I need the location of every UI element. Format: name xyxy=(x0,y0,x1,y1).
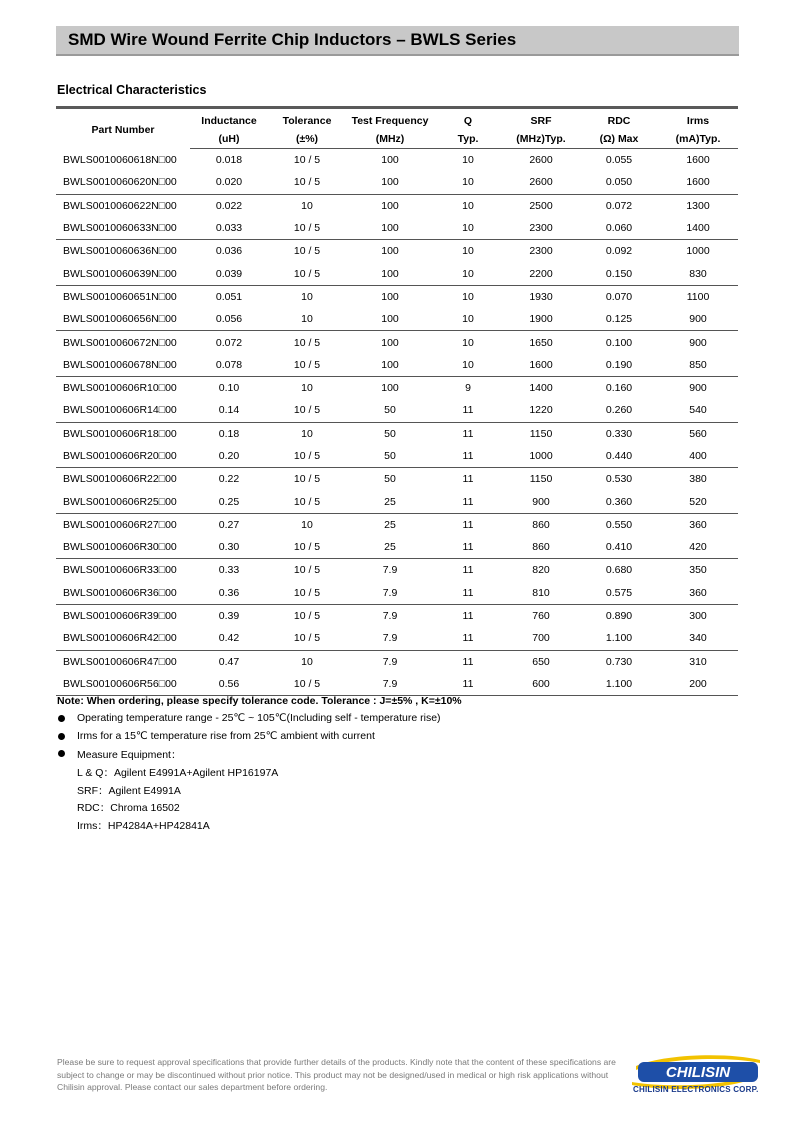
cell-test-frequency: 7.9 xyxy=(382,655,398,668)
cell-irms: 1100 xyxy=(686,290,710,303)
cell-q: 11 xyxy=(462,655,474,668)
cell-inductance: 0.25 xyxy=(190,490,268,513)
cell-part-number: BWLS0010060622N□00 xyxy=(63,199,177,212)
cell-inductance: 0.022 xyxy=(215,199,243,212)
cell-part-number: BWLS0010060651N□00 xyxy=(63,290,177,303)
cell-srf: 900 xyxy=(502,490,580,513)
section-heading: Electrical Characteristics xyxy=(57,83,207,97)
cell-rdc: 1.100 xyxy=(580,627,658,650)
cell-rdc: 0.730 xyxy=(605,655,633,668)
cell-inductance: 0.039 xyxy=(190,262,268,285)
cell-rdc: 0.100 xyxy=(605,336,633,349)
table-row xyxy=(56,240,738,263)
cell-inductance: 0.30 xyxy=(190,536,268,559)
cell-inductance: 0.020 xyxy=(190,171,268,194)
cell-rdc: 0.150 xyxy=(580,262,658,285)
cell-rdc: 0.680 xyxy=(605,564,633,577)
cell-tolerance: 10 / 5 xyxy=(268,217,346,240)
cell-part-number: BWLS00100606R33□00 xyxy=(63,564,177,577)
cell-test-frequency: 7.9 xyxy=(382,610,398,623)
cell-part-number: BWLS00100606R56□00 xyxy=(56,673,190,696)
cell-irms: 420 xyxy=(658,536,738,559)
cell-test-frequency: 100 xyxy=(346,217,434,240)
table-row xyxy=(56,171,738,194)
cell-q: 11 xyxy=(462,564,474,577)
header-q: Q xyxy=(463,115,473,127)
cell-inductance: 0.033 xyxy=(190,217,268,240)
cell-inductance: 0.42 xyxy=(190,627,268,650)
cell-tolerance: 10 / 5 xyxy=(268,582,346,605)
header-part-number: Part Number xyxy=(91,124,155,137)
cell-part-number: BWLS0010060633N□00 xyxy=(56,217,190,240)
cell-inductance: 0.072 xyxy=(215,336,243,349)
header-test-frequency: Test Frequency xyxy=(351,115,429,127)
cell-q: 11 xyxy=(462,610,474,623)
cell-rdc: 0.072 xyxy=(605,199,633,212)
table-header-row-1 xyxy=(56,112,738,130)
cell-inductance: 0.56 xyxy=(190,673,268,696)
header-inductance-unit: (uH) xyxy=(190,130,268,149)
cell-tolerance: 10 xyxy=(301,655,313,668)
cell-srf: 1400 xyxy=(529,382,553,395)
cell-part-number: BWLS00100606R18□00 xyxy=(63,427,177,440)
cell-srf: 700 xyxy=(502,627,580,650)
cell-irms: 1300 xyxy=(686,199,710,212)
cell-rdc: 0.360 xyxy=(580,490,658,513)
table-row xyxy=(56,331,738,354)
page-title: SMD Wire Wound Ferrite Chip Inductors – BWLS Series xyxy=(68,30,517,49)
electrical-characteristics-table xyxy=(56,112,738,696)
table-row xyxy=(56,582,738,605)
cell-srf: 860 xyxy=(532,518,550,531)
cell-part-number: BWLS00100606R27□00 xyxy=(63,518,177,531)
bullet-dot-icon xyxy=(58,715,65,722)
table-row xyxy=(56,604,738,627)
cell-part-number: BWLS0010060636N□00 xyxy=(63,245,177,258)
cell-inductance: 0.051 xyxy=(215,290,243,303)
header-q-unit: Typ. xyxy=(434,130,502,149)
cell-rdc: 0.410 xyxy=(580,536,658,559)
cell-srf: 810 xyxy=(502,582,580,605)
cell-part-number: BWLS0010060656N□00 xyxy=(56,308,190,331)
cell-irms: 1600 xyxy=(658,171,738,194)
cell-rdc: 0.092 xyxy=(605,245,633,258)
cell-part-number: BWLS00100606R39□00 xyxy=(63,610,177,623)
cell-rdc: 0.575 xyxy=(580,582,658,605)
cell-rdc: 0.530 xyxy=(605,473,633,486)
header-irms-unit: (mA)Typ. xyxy=(658,130,738,149)
equipment-rdc: RDC：Chroma 16502 xyxy=(77,802,180,814)
cell-srf: 2500 xyxy=(529,199,553,212)
cell-q: 10 xyxy=(434,308,502,331)
table-row xyxy=(56,673,738,696)
logo-wordmark: CHILISIN xyxy=(665,1064,731,1081)
cell-test-frequency: 100 xyxy=(381,154,399,167)
cell-test-frequency: 7.9 xyxy=(346,673,434,696)
cell-srf: 860 xyxy=(502,536,580,559)
cell-part-number: BWLS00100606R25□00 xyxy=(56,490,190,513)
cell-q: 11 xyxy=(434,399,502,422)
cell-rdc: 0.330 xyxy=(605,427,633,440)
cell-rdc: 0.190 xyxy=(580,354,658,377)
cell-q: 11 xyxy=(434,536,502,559)
cell-inductance: 0.018 xyxy=(215,154,243,167)
table-row xyxy=(56,376,738,399)
header-tolerance-unit: (±%) xyxy=(268,130,346,149)
cell-test-frequency: 25 xyxy=(346,490,434,513)
cell-test-frequency: 100 xyxy=(346,262,434,285)
cell-test-frequency: 50 xyxy=(346,445,434,468)
cell-srf: 1900 xyxy=(502,308,580,331)
cell-srf: 600 xyxy=(502,673,580,696)
cell-inductance: 0.18 xyxy=(218,427,240,440)
table-row xyxy=(56,650,738,673)
cell-test-frequency: 25 xyxy=(384,518,396,531)
cell-q: 11 xyxy=(462,427,474,440)
cell-irms: 380 xyxy=(689,473,707,486)
cell-test-frequency: 100 xyxy=(381,245,399,258)
bullet-text: Measure Equipment： xyxy=(77,749,182,761)
cell-irms: 1000 xyxy=(686,245,710,258)
table-row xyxy=(56,149,738,172)
cell-q: 10 xyxy=(434,217,502,240)
cell-test-frequency: 50 xyxy=(346,399,434,422)
cell-rdc: 1.100 xyxy=(580,673,658,696)
table-row xyxy=(56,513,738,536)
cell-test-frequency: 100 xyxy=(346,171,434,194)
cell-rdc: 0.050 xyxy=(580,171,658,194)
cell-irms: 850 xyxy=(658,354,738,377)
bullet-text: Operating temperature range - 25℃ ~ 105℃(Including self - temperature rise) xyxy=(77,712,441,724)
table-row xyxy=(56,308,738,331)
table-row xyxy=(56,399,738,422)
cell-q: 10 xyxy=(462,154,474,167)
cell-inductance: 0.33 xyxy=(218,564,240,577)
cell-test-frequency: 50 xyxy=(384,427,396,440)
table-row xyxy=(56,559,738,582)
cell-inductance: 0.036 xyxy=(215,245,243,258)
table-row xyxy=(56,468,738,491)
cell-part-number: BWLS0010060672N□00 xyxy=(63,336,177,349)
cell-irms: 560 xyxy=(689,427,707,440)
cell-rdc: 0.440 xyxy=(580,445,658,468)
cell-irms: 900 xyxy=(658,308,738,331)
cell-srf: 820 xyxy=(532,564,550,577)
cell-q: 10 xyxy=(434,354,502,377)
cell-part-number: BWLS00100606R14□00 xyxy=(56,399,190,422)
bullet-text: Irms for a 15℃ temperature rise from 25℃ ambient with current xyxy=(77,729,375,742)
cell-tolerance: 10 / 5 xyxy=(293,473,321,486)
cell-tolerance: 10 xyxy=(301,382,313,395)
cell-test-frequency: 100 xyxy=(346,354,434,377)
cell-srf: 1600 xyxy=(502,354,580,377)
company-name: CHILISIN ELECTRONICS CORP. xyxy=(633,1085,759,1094)
cell-q: 10 xyxy=(462,290,474,303)
cell-irms: 310 xyxy=(689,655,707,668)
cell-test-frequency: 25 xyxy=(346,536,434,559)
cell-srf: 760 xyxy=(532,610,550,623)
cell-tolerance: 10 / 5 xyxy=(268,673,346,696)
cell-inductance: 0.39 xyxy=(218,610,240,623)
cell-rdc: 0.260 xyxy=(580,399,658,422)
cell-tolerance: 10 / 5 xyxy=(293,154,321,167)
cell-tolerance: 10 / 5 xyxy=(293,564,321,577)
cell-rdc: 0.160 xyxy=(605,382,633,395)
cell-tolerance: 10 / 5 xyxy=(293,245,321,258)
cell-rdc: 0.060 xyxy=(580,217,658,240)
cell-tolerance: 10 xyxy=(301,427,313,440)
cell-inductance: 0.10 xyxy=(218,382,240,395)
cell-q: 11 xyxy=(462,473,474,486)
cell-srf: 1930 xyxy=(529,290,553,303)
cell-test-frequency: 7.9 xyxy=(382,564,398,577)
table-row xyxy=(56,445,738,468)
table-body xyxy=(56,149,738,696)
cell-part-number: BWLS00100606R10□00 xyxy=(63,382,177,395)
header-irms: Irms xyxy=(686,115,710,127)
cell-part-number: BWLS00100606R47□00 xyxy=(63,655,177,668)
cell-q: 11 xyxy=(434,673,502,696)
cell-test-frequency: 7.9 xyxy=(346,582,434,605)
cell-tolerance: 10 / 5 xyxy=(268,354,346,377)
cell-part-number: BWLS0010060618N□00 xyxy=(63,153,177,166)
cell-tolerance: 10 xyxy=(301,518,313,531)
cell-irms: 350 xyxy=(689,564,707,577)
cell-part-number: BWLS00100606R22□00 xyxy=(63,473,177,486)
cell-part-number: BWLS00100606R36□00 xyxy=(56,582,190,605)
table-top-rule xyxy=(56,106,738,109)
cell-tolerance: 10 xyxy=(268,308,346,331)
header-srf: SRF xyxy=(530,115,552,127)
equipment-srf: SRF：Agilent E4991A xyxy=(77,784,181,797)
cell-q: 11 xyxy=(434,582,502,605)
cell-tolerance: 10 / 5 xyxy=(268,171,346,194)
header-inductance: Inductance xyxy=(201,115,257,127)
header-rdc-unit: (Ω) Max xyxy=(580,130,658,149)
cell-irms: 200 xyxy=(658,673,738,696)
cell-tolerance: 10 / 5 xyxy=(293,336,321,349)
cell-q: 11 xyxy=(434,627,502,650)
cell-srf: 650 xyxy=(532,655,550,668)
cell-irms: 300 xyxy=(689,610,707,623)
cell-tolerance: 10 xyxy=(301,290,313,303)
header-tolerance: Tolerance xyxy=(282,115,332,127)
cell-inductance: 0.20 xyxy=(190,445,268,468)
cell-inductance: 0.22 xyxy=(218,473,240,486)
cell-rdc: 0.070 xyxy=(605,290,633,303)
cell-q: 10 xyxy=(462,245,474,258)
table-row xyxy=(56,536,738,559)
equipment-list xyxy=(77,765,278,835)
cell-rdc: 0.890 xyxy=(605,610,633,623)
equipment-lq: L & Q：Agilent E4991A+Agilent HP16197A xyxy=(77,767,279,779)
table-row xyxy=(56,194,738,217)
cell-tolerance: 10 / 5 xyxy=(268,490,346,513)
cell-rdc: 0.125 xyxy=(580,308,658,331)
cell-test-frequency: 50 xyxy=(384,473,396,486)
cell-part-number: BWLS0010060639N□00 xyxy=(56,262,190,285)
footer-disclaimer: Please be sure to request approval specifications that provide further details of the products. Kindly note that the content of these specifications are subject to change or may be discontinued without prior notice. This product may not be designed/used in medical or high risk applications without Chilisin approval. Please contact our sales department before ordering. xyxy=(57,1057,616,1092)
header-srf-unit: (MHz)Typ. xyxy=(502,130,580,149)
table-row xyxy=(56,354,738,377)
cell-tolerance: 10 / 5 xyxy=(268,445,346,468)
cell-q: 11 xyxy=(434,445,502,468)
cell-q: 11 xyxy=(462,518,474,531)
cell-inductance: 0.14 xyxy=(190,399,268,422)
header-test-frequency-unit: (MHz) xyxy=(346,130,434,149)
cell-inductance: 0.27 xyxy=(218,518,240,531)
cell-irms: 360 xyxy=(689,518,707,531)
cell-tolerance: 10 / 5 xyxy=(268,536,346,559)
cell-srf: 1000 xyxy=(502,445,580,468)
header-rdc: RDC xyxy=(607,115,631,127)
cell-srf: 1150 xyxy=(529,427,553,440)
cell-inductance: 0.056 xyxy=(190,308,268,331)
cell-test-frequency: 7.9 xyxy=(346,627,434,650)
table-row xyxy=(56,490,738,513)
cell-irms: 900 xyxy=(689,336,707,349)
title-bar xyxy=(56,26,739,56)
cell-test-frequency: 100 xyxy=(381,199,399,212)
bullet-dot-icon xyxy=(58,750,65,757)
cell-tolerance: 10 / 5 xyxy=(293,610,321,623)
table-row xyxy=(56,285,738,308)
cell-irms: 540 xyxy=(658,399,738,422)
cell-q: 10 xyxy=(434,262,502,285)
cell-part-number: BWLS0010060620N□00 xyxy=(56,171,190,194)
cell-irms: 1600 xyxy=(686,154,710,167)
cell-srf: 2600 xyxy=(502,171,580,194)
cell-irms: 340 xyxy=(658,627,738,650)
cell-q: 9 xyxy=(465,382,471,395)
table-row xyxy=(56,422,738,445)
ordering-note: Note: When ordering, please specify tolerance code. Tolerance : J=±5% , K=±10% xyxy=(57,695,462,707)
cell-rdc: 0.055 xyxy=(605,154,633,167)
cell-inductance: 0.47 xyxy=(218,655,240,668)
cell-tolerance: 10 / 5 xyxy=(268,399,346,422)
cell-q: 10 xyxy=(462,336,474,349)
cell-test-frequency: 100 xyxy=(381,382,399,395)
cell-q: 10 xyxy=(462,199,474,212)
table-row xyxy=(56,262,738,285)
cell-srf: 1650 xyxy=(529,336,553,349)
bullet-dot-icon xyxy=(58,733,65,740)
cell-q: 11 xyxy=(434,490,502,513)
cell-srf: 1220 xyxy=(502,399,580,422)
cell-part-number: BWLS00100606R20□00 xyxy=(56,445,190,468)
cell-irms: 400 xyxy=(658,445,738,468)
equipment-irms: Irms：HP4284A+HP42841A xyxy=(77,819,210,832)
cell-test-frequency: 100 xyxy=(381,336,399,349)
cell-irms: 1400 xyxy=(658,217,738,240)
cell-part-number: BWLS00100606R30□00 xyxy=(56,536,190,559)
cell-srf: 2600 xyxy=(529,154,553,167)
cell-test-frequency: 100 xyxy=(346,308,434,331)
cell-srf: 2300 xyxy=(529,245,553,258)
cell-irms: 900 xyxy=(689,382,707,395)
cell-srf: 1150 xyxy=(529,473,553,486)
cell-irms: 520 xyxy=(658,490,738,513)
cell-tolerance: 10 / 5 xyxy=(268,262,346,285)
table-row xyxy=(56,217,738,240)
cell-q: 10 xyxy=(434,171,502,194)
cell-part-number: BWLS00100606R42□00 xyxy=(56,627,190,650)
cell-srf: 2200 xyxy=(502,262,580,285)
table-row xyxy=(56,627,738,650)
cell-tolerance: 10 / 5 xyxy=(268,627,346,650)
cell-inductance: 0.078 xyxy=(190,354,268,377)
cell-irms: 360 xyxy=(658,582,738,605)
cell-rdc: 0.550 xyxy=(605,518,633,531)
cell-part-number: BWLS0010060678N□00 xyxy=(56,354,190,377)
cell-test-frequency: 100 xyxy=(381,290,399,303)
cell-tolerance: 10 xyxy=(301,199,313,212)
cell-inductance: 0.36 xyxy=(190,582,268,605)
cell-irms: 830 xyxy=(658,262,738,285)
cell-srf: 2300 xyxy=(502,217,580,240)
